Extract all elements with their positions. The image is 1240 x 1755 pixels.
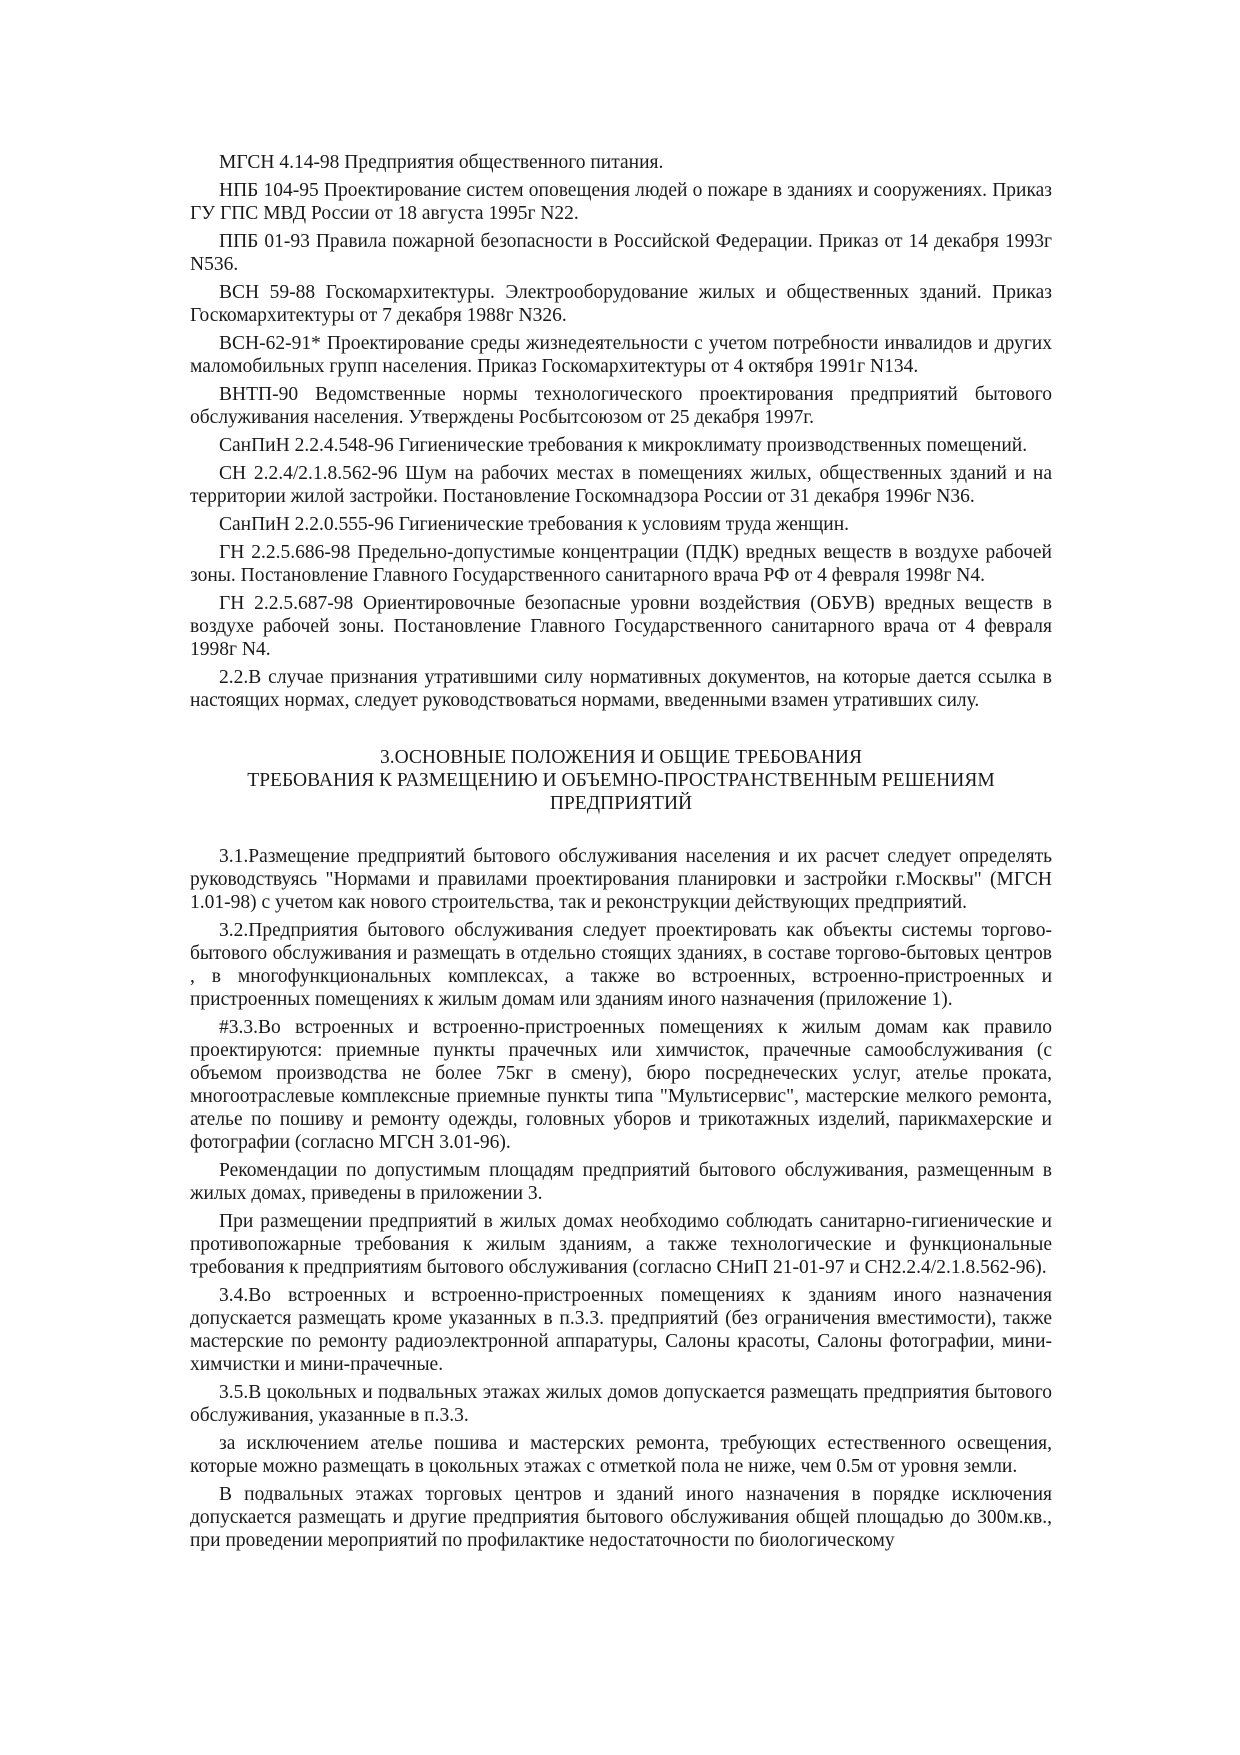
- reference-paragraph: СанПиН 2.2.4.548-96 Гигиенические требования к микроклимату производственных помещений.: [219, 435, 1028, 456]
- reference-paragraph: ППБ 01-93 Правила пожарной безопасности в Российской Федерации. Приказ от 14 декабря 1993г N536.: [190, 231, 1052, 275]
- clause-paragraph: 3.2.Предприятия бытового обслуживания следует проектировать как объекты системы торгово-бытового обслуживания и размещать в отдельно стоящих зданиях, в составе торгово-бытовых центров , в многофункциональных комплексах, а также во встроенных, встроенно-пристроенных и пристроенных помещениях к жилым домам или зданиям иного назначения (приложение 1).: [190, 920, 1052, 1010]
- clause-paragraph: 3.5.В цокольных и подвальных этажах жилых домов допускается размещать предприятия бытового обслуживания, указанные в п.3.3.: [190, 1382, 1052, 1426]
- section-title: 3.ОСНОВНЫЕ ПОЛОЖЕНИЯ И ОБЩИЕ ТРЕБОВАНИЯ: [379, 747, 863, 768]
- reference-paragraph: ГН 2.2.5.686-98 Предельно-допустимые концентрации (ПДК) вредных веществ в воздухе рабочей зоны. Постановление Главного Государственного санитарного врача РФ от 4 февраля 1998г N4.: [190, 542, 1052, 586]
- reference-paragraph: НПБ 104-95 Проектирование систем оповещения людей о пожаре в зданиях и сооружениях. Приказ ГУ ГПС МВД России от 18 августа 1995г N22.: [190, 180, 1052, 224]
- clause-paragraph: за исключением ателье пошива и мастерских ремонта, требующих естественного освещения, которые можно размещать в цокольных этажах с отметкой пола не ниже, чем 0.5м от уровня земли.: [190, 1433, 1052, 1477]
- clause-paragraph: В подвальных этажах торговых центров и зданий иного назначения в порядке исключения допускается размещать и другие предприятия бытового обслуживания общей площадью до 300м.кв., при проведении мероприятий по профилактике недостаточности по биологическому: [190, 1484, 1052, 1551]
- reference-paragraph: ВСН-62-91* Проектирование среды жизнедеятельности с учетом потребности инвалидов и других маломобильных групп населения. Приказ Госкомархитектуры от 4 октября 1991г N134.: [190, 333, 1052, 377]
- clause-paragraph: При размещении предприятий в жилых домах необходимо соблюдать санитарно-гигиенические и противопожарные требования к жилым зданиям, а также технологические и функциональные требования к предприятиям бытового обслуживания (согласно СНиП 21-01-97 и СН2.2.4/2.1.8.562-96).: [190, 1211, 1052, 1278]
- clause-paragraph: Рекомендации по допустимым площадям предприятий бытового обслуживания, размещенным в жилых домах, приведены в приложении 3.: [190, 1160, 1052, 1204]
- reference-paragraph: ВНТП-90 Ведомственные нормы технологического проектирования предприятий бытового обслуживания населения. Утверждены Росбытсоюзом от 25 декабря 1997г.: [190, 384, 1052, 428]
- section-heading: [190, 746, 1052, 815]
- clause-paragraph: 3.1.Размещение предприятий бытового обслуживания населения и их расчет следует определять руководствуясь "Нормами и правилами проектирования планировки и застройки г.Москвы" (МГСН 1.01-98) с учетом как нового строительства, так и реконструкции действующих предприятий.: [190, 846, 1052, 913]
- reference-paragraph: СН 2.2.4/2.1.8.562-96 Шум на рабочих местах в помещениях жилых, общественных зданий и на территории жилой застройки. Постановление Госкомнадзора России от 31 декабря 1996г N36.: [190, 463, 1052, 507]
- clause-paragraph: 2.2.В случае признания утратившими силу нормативных документов, на которые дается ссылка в настоящих нормах, следует руководствоваться нормами, введенными взамен утративших силу.: [190, 667, 1052, 711]
- reference-paragraph: МГСН 4.14-98 Предприятия общественного питания.: [219, 152, 664, 173]
- reference-paragraph: СанПиН 2.2.0.555-96 Гигиенические требования к условиям труда женщин.: [219, 514, 850, 535]
- clause-paragraph: #3.3.Во встроенных и встроенно-пристроенных помещениях к жилым домам как правило проектируются: приемные пункты прачечных или химчисток, прачечные самообслуживания (с объемом производства не более 75кг в смену), бюро посреднеческих услуг, ателье проката, многоотраслевые комплексные приемные пункты типа "Мультисервис", мастерские мелкого ремонта, ателье по пошиву и ремонту одежды, головных уборов и трикотажных изделий, парикмахерские и фотографии (согласно МГСН 3.01-96).: [190, 1017, 1052, 1153]
- document-page: [190, 151, 1052, 1557]
- section-subtitle-continued: ПРЕДПРИЯТИЙ: [549, 793, 693, 814]
- section-subtitle: ТРЕБОВАНИЯ К РАЗМЕЩЕНИЮ И ОБЪЕМНО-ПРОСТРАНСТВЕННЫМ РЕШЕНИЯМ: [247, 770, 995, 791]
- reference-paragraph: ВСН 59-88 Госкомархитектуры. Электрооборудование жилых и общественных зданий. Приказ Госкомархитектуры от 7 декабря 1988г N326.: [190, 282, 1052, 326]
- reference-paragraph: ГН 2.2.5.687-98 Ориентировочные безопасные уровни воздействия (ОБУВ) вредных веществ в воздухе рабочей зоны. Постановление Главного Государственного санитарного врача от 4 февраля 1998г N4.: [190, 593, 1052, 660]
- clause-paragraph: 3.4.Во встроенных и встроенно-пристроенных помещениях к зданиям иного назначения допускается размещать кроме указанных в п.3.3. предприятий (без ограничения вместимости), также мастерские по ремонту радиоэлектронной аппаратуры, Салоны красоты, Салоны фотографии, мини-химчистки и мини-прачечные.: [190, 1285, 1052, 1375]
